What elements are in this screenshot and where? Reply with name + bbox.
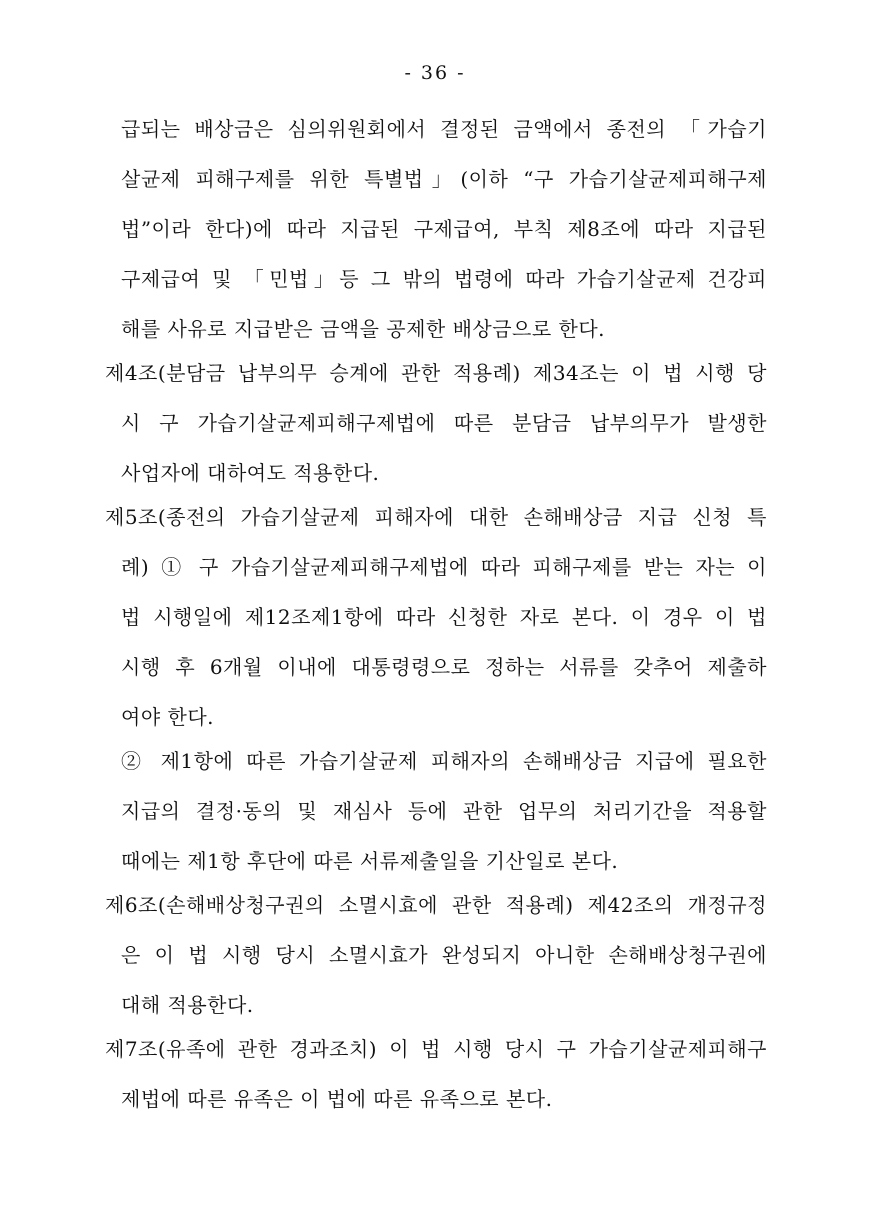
text-line: 구제급여 및 「민법」등 그 밖의 법령에 따라 가습기살균제 건강피 [121, 267, 767, 291]
text-line: 시행 후 6개월 이내에 대통령령으로 정하는 서류를 갖추어 제출하 [121, 655, 767, 679]
text-line: 해를 사유로 지급받은 금액을 공제한 배상금으로 한다. [121, 317, 606, 341]
text-line: 살균제 피해구제를 위한 특별법」(이하 “구 가습기살균제피해구제 [121, 167, 767, 191]
text-line: 시 구 가습기살균제피해구제법에 따른 분담금 납부의무가 발생한 [121, 411, 767, 435]
page-number: - 36 - [404, 62, 466, 84]
text-line: 사업자에 대하여도 적용한다. [121, 461, 380, 485]
text-line: 은 이 법 시행 당시 소멸시효가 완성되지 아니한 손해배상청구권에 [121, 943, 767, 967]
text-line: 대해 적용한다. [121, 993, 254, 1017]
text-line: 제법에 따른 유족은 이 법에 따른 유족으로 본다. [121, 1087, 553, 1111]
article-heading-5: 제5조(종전의 가습기살균제 피해자에 대한 손해배상금 지급 신청 특 [105, 505, 767, 529]
paragraph-2-line: ② 제1항에 따른 가습기살균제 피해자의 손해배상금 지급에 필요한 [121, 749, 767, 773]
text-line: 례) ① 구 가습기살균제피해구제법에 따라 피해구제를 받는 자는 이 [121, 555, 767, 579]
text-line: 여야 한다. [121, 705, 214, 729]
text-line: 법 시행일에 제12조제1항에 따라 신청한 자로 본다. 이 경우 이 법 [121, 605, 767, 629]
article-heading-6: 제6조(손해배상청구권의 소멸시효에 관한 적용례) 제42조의 개정규정 [105, 893, 767, 917]
text-line: 급되는 배상금은 심의위원회에서 결정된 금액에서 종전의 「가습기 [121, 117, 767, 141]
article-heading-7: 제7조(유족에 관한 경과조치) 이 법 시행 당시 구 가습기살균제피해구 [105, 1037, 767, 1061]
text-line: 때에는 제1항 후단에 따른 서류제출일을 기산일로 본다. [121, 849, 619, 873]
text-line: 지급의 결정·동의 및 재심사 등에 관한 업무의 처리기간을 적용할 [121, 799, 767, 823]
article-heading-4: 제4조(분담금 납부의무 승계에 관한 적용례) 제34조는 이 법 시행 당 [105, 361, 767, 385]
text-line: 법”이라 한다)에 따라 지급된 구제급여, 부칙 제8조에 따라 지급된 [121, 217, 767, 241]
